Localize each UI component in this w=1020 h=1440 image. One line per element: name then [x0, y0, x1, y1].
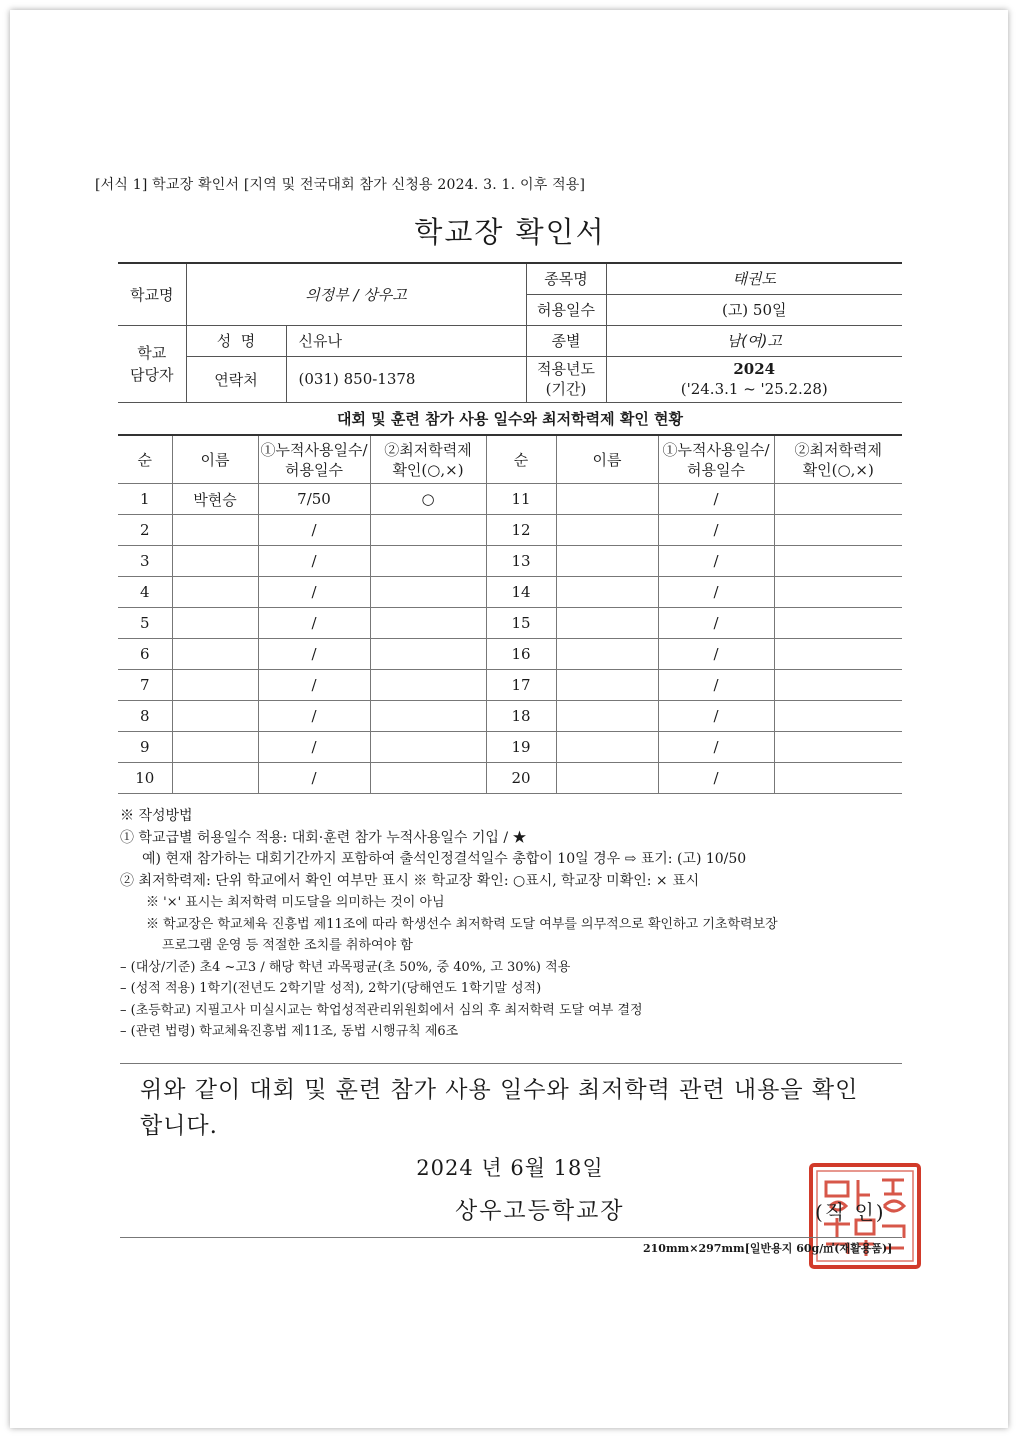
cell-l-days: / — [258, 670, 370, 701]
cell-r-days: / — [658, 608, 774, 639]
cell-r-name — [556, 701, 658, 732]
cell-l-days: / — [258, 639, 370, 670]
col-no: 순 — [118, 435, 172, 484]
cell-l-name — [172, 546, 258, 577]
table-row — [118, 608, 902, 639]
year-cell — [606, 356, 902, 402]
cell-r-days: / — [658, 484, 774, 515]
cell-l-no: 9 — [118, 732, 172, 763]
col-days — [258, 435, 370, 484]
col-days-right-line1: ①누적사용일수/ — [662, 440, 770, 459]
period-value: ('24.3.1 ~ '25.2.28) — [680, 380, 828, 398]
cell-r-no: 19 — [486, 732, 556, 763]
cell-l-no: 10 — [118, 763, 172, 794]
cell-l-check — [370, 763, 486, 794]
cell-l-days: 7/50 — [258, 484, 370, 515]
cell-r-no: 12 — [486, 515, 556, 546]
allowed-days-value: (고) 50일 — [606, 294, 902, 325]
paper-spec: 210mm×297mm[일반용지 60g/㎡(재활용품)] — [643, 1242, 893, 1255]
school-info-table — [118, 262, 902, 403]
cell-l-days: / — [258, 732, 370, 763]
cell-r-name — [556, 577, 658, 608]
cell-l-no: 4 — [118, 577, 172, 608]
staff-name-label: 성 명 — [186, 325, 286, 356]
cell-l-name: 박현승 — [172, 484, 258, 515]
cell-r-name — [556, 608, 658, 639]
staff-label-2: 담당자 — [130, 365, 174, 384]
cell-l-days: / — [258, 763, 370, 794]
table-row — [118, 670, 902, 701]
col-check-line2: 확인(○,×) — [392, 460, 464, 479]
cell-r-days: / — [658, 732, 774, 763]
cell-l-days: / — [258, 577, 370, 608]
cell-l-days: / — [258, 701, 370, 732]
table-row — [118, 763, 902, 794]
confirmation-text — [140, 1072, 900, 1144]
cell-r-days: / — [658, 515, 774, 546]
cell-l-check — [370, 732, 486, 763]
table-row — [118, 577, 902, 608]
detail-1: – (대상/기준) 초4 ~고3 / 해당 학년 과목평균(초 50%, 중 40%, 고 30%) 적용 — [120, 959, 571, 975]
cell-r-check — [774, 608, 902, 639]
cell-l-no: 6 — [118, 639, 172, 670]
note-1: ① 학교급별 허용일수 적용: 대회·훈련 참가 누적사용일수 기입 / ★ — [120, 829, 527, 846]
cell-l-name — [172, 639, 258, 670]
cell-r-check — [774, 763, 902, 794]
cell-l-no: 3 — [118, 546, 172, 577]
year-label — [526, 356, 606, 402]
table-row — [118, 515, 902, 546]
staff-name-value: 신유나 — [286, 325, 526, 356]
table-row — [118, 701, 902, 732]
cell-l-check: ○ — [370, 484, 486, 515]
table-row — [118, 484, 902, 515]
divider-bottom — [120, 1237, 902, 1238]
table-row — [118, 732, 902, 763]
cell-l-check — [370, 546, 486, 577]
cell-l-no: 5 — [118, 608, 172, 639]
principal-name: 상우고등학교장 — [455, 1198, 625, 1224]
cell-l-check — [370, 670, 486, 701]
cell-l-check — [370, 639, 486, 670]
school-name-value: 의정부 / 상우고 — [186, 263, 526, 325]
col-check-line1: ②최저학력제 — [384, 440, 472, 459]
col-days-line2: 허용일수 — [285, 460, 343, 479]
roster-body — [118, 484, 902, 794]
cell-r-no: 13 — [486, 546, 556, 577]
year-label-2: (기간) — [545, 380, 587, 398]
contact-label: 연락처 — [186, 356, 286, 402]
cell-l-name — [172, 670, 258, 701]
col-days-right-line2: 허용일수 — [687, 460, 745, 479]
cell-l-no: 1 — [118, 484, 172, 515]
cell-r-no: 18 — [486, 701, 556, 732]
col-name: 이름 — [172, 435, 258, 484]
cell-r-days: / — [658, 701, 774, 732]
form-label: [서식 1] 학교장 확인서 [지역 및 전국대회 참가 신청용 2024. 3. 1. 이후 적용] — [95, 177, 586, 193]
cell-l-name — [172, 608, 258, 639]
cell-r-check — [774, 546, 902, 577]
cell-r-name — [556, 763, 658, 794]
cell-r-name — [556, 732, 658, 763]
cell-r-check — [774, 670, 902, 701]
seal-label: (직 인) — [815, 1200, 886, 1224]
cell-r-days: / — [658, 763, 774, 794]
col-no-right: 순 — [486, 435, 556, 484]
cell-r-days: / — [658, 639, 774, 670]
cell-l-name — [172, 763, 258, 794]
cell-l-name — [172, 732, 258, 763]
note-2-b: ※ 학교장은 학교체육 진흥법 제11조에 따라 학생선수 최저학력 도달 여부를 의무적으로 확인하고 기초학력보장 — [146, 916, 778, 932]
cell-r-check — [774, 732, 902, 763]
col-days-right — [658, 435, 774, 484]
col-check — [370, 435, 486, 484]
notes-heading: ※ 작성방법 — [120, 808, 193, 824]
col-days-line1: ①누적사용일수/ — [260, 440, 368, 459]
cell-r-check — [774, 639, 902, 670]
table-row — [118, 546, 902, 577]
sport-label: 종목명 — [526, 263, 606, 294]
cell-l-check — [370, 577, 486, 608]
cell-l-no: 2 — [118, 515, 172, 546]
confirm-line-2: 합니다. — [140, 1113, 218, 1139]
cell-l-check — [370, 701, 486, 732]
cell-r-days: / — [658, 577, 774, 608]
cell-l-name — [172, 515, 258, 546]
year-value: 2024 — [733, 360, 776, 378]
note-2-a: ※ '×' 표시는 최저학력 미도달을 의미하는 것이 아님 — [146, 895, 445, 910]
cell-r-days: / — [658, 670, 774, 701]
confirm-line-1: 위와 같이 대회 및 훈련 참가 사용 일수와 최저학력 관련 내용을 확인 — [140, 1077, 859, 1103]
year-label-1: 적용년도 — [537, 360, 595, 378]
cell-r-no: 16 — [486, 639, 556, 670]
gender-value: 남(여)고 — [606, 325, 902, 356]
cell-l-no: 8 — [118, 701, 172, 732]
cell-r-no: 17 — [486, 670, 556, 701]
note-2-b2: 프로그램 운영 등 적절한 조치를 취하여야 함 — [162, 938, 413, 953]
col-check-right-line1: ②최저학력제 — [794, 440, 882, 459]
cell-l-check — [370, 608, 486, 639]
cell-r-check — [774, 577, 902, 608]
cell-r-check — [774, 701, 902, 732]
document-title: 학교장 확인서 — [414, 215, 606, 249]
cell-r-no: 20 — [486, 763, 556, 794]
detail-3: – (초등학교) 지필고사 미실시교는 학업성적관리위원회에서 심의 후 최저학력 도달 여부 결정 — [120, 1002, 643, 1018]
col-check-right-line2: 확인(○,×) — [802, 460, 874, 479]
note-2: ② 최저학력제: 단위 학교에서 확인 여부만 표시 ※ 학교장 확인: ○표시, 학교장 미확인: × 표시 — [120, 872, 700, 889]
instructions — [120, 806, 920, 1043]
col-check-right — [774, 435, 902, 484]
roster-header-row — [118, 435, 902, 484]
cell-l-days: / — [258, 515, 370, 546]
cell-r-name — [556, 515, 658, 546]
cell-l-name — [172, 577, 258, 608]
cell-l-days: / — [258, 546, 370, 577]
gender-label: 종별 — [526, 325, 606, 356]
note-1-example: 예) 현재 참가하는 대회기간까지 포함하여 출석인정결석일수 총합이 10일 경우 ⇨ 표기: (고) 10/50 — [142, 851, 747, 867]
cell-r-name — [556, 546, 658, 577]
cell-r-check — [774, 515, 902, 546]
contact-value: (031) 850-1378 — [286, 356, 526, 402]
cell-l-no: 7 — [118, 670, 172, 701]
cell-r-check — [774, 484, 902, 515]
cell-r-no: 15 — [486, 608, 556, 639]
staff-section-label — [118, 325, 186, 402]
cell-l-check — [370, 515, 486, 546]
cell-r-no: 14 — [486, 577, 556, 608]
section-title: 대회 및 훈련 참가 사용 일수와 최저학력제 확인 현황 — [336, 410, 684, 428]
sport-value: 태권도 — [606, 263, 902, 294]
cell-r-name — [556, 484, 658, 515]
roster-table — [118, 434, 902, 794]
issue-date: 2024 년 6월 18일 — [416, 1156, 604, 1180]
cell-r-name — [556, 670, 658, 701]
cell-r-days: / — [658, 546, 774, 577]
divider-top — [120, 1063, 902, 1064]
table-row — [118, 639, 902, 670]
detail-2: – (성적 적용) 1학기(전년도 2학기말 성적), 2학기(당해연도 1학기말 성적) — [120, 981, 542, 996]
allowed-days-label: 허용일수 — [526, 294, 606, 325]
school-name-label: 학교명 — [118, 263, 186, 325]
detail-4: – (관련 법령) 학교체육진흥법 제11조, 동법 시행규칙 제6조 — [120, 1024, 459, 1039]
cell-r-no: 11 — [486, 484, 556, 515]
cell-l-days: / — [258, 608, 370, 639]
staff-label-1: 학교 — [137, 343, 167, 362]
col-name-right: 이름 — [556, 435, 658, 484]
cell-l-name — [172, 701, 258, 732]
cell-r-name — [556, 639, 658, 670]
